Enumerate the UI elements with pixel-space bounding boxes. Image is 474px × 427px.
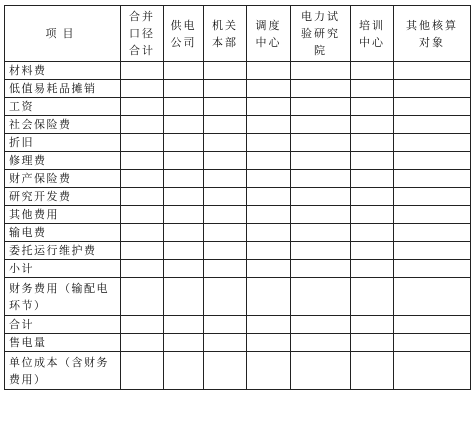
value-cell-other[interactable] — [394, 206, 471, 224]
value-cell-training[interactable] — [351, 134, 394, 152]
row-label: 委托运行维护费 — [5, 242, 121, 260]
column-header-combined — [121, 6, 164, 62]
value-cell-combined[interactable] — [121, 278, 164, 316]
cost-table-container — [4, 5, 471, 390]
value-cell-power-supply[interactable] — [164, 206, 204, 224]
column-header-label — [256, 17, 282, 51]
value-cell-research[interactable] — [291, 80, 351, 98]
value-cell-dispatch[interactable] — [247, 170, 291, 188]
column-header-label — [406, 17, 458, 51]
value-cell-research[interactable] — [291, 98, 351, 116]
value-cell-power-supply[interactable] — [164, 352, 204, 390]
value-cell-training[interactable] — [351, 188, 394, 206]
column-header-power-supply — [164, 6, 204, 62]
value-cell-other[interactable] — [394, 188, 471, 206]
value-cell-combined[interactable] — [121, 316, 164, 334]
table-row — [5, 206, 471, 224]
column-header-line: 对象 — [419, 35, 445, 49]
column-header-line: 项目 — [45, 27, 80, 40]
value-cell-head-office[interactable] — [204, 62, 247, 80]
value-cell-dispatch[interactable] — [247, 224, 291, 242]
value-cell-power-supply[interactable] — [164, 224, 204, 242]
table-body — [5, 62, 471, 390]
value-cell-dispatch[interactable] — [247, 334, 291, 352]
table-header-row — [5, 6, 471, 62]
value-cell-training[interactable] — [351, 260, 394, 278]
value-cell-dispatch[interactable] — [247, 116, 291, 134]
value-cell-power-supply[interactable] — [164, 134, 204, 152]
value-cell-power-supply[interactable] — [164, 316, 204, 334]
value-cell-dispatch[interactable] — [247, 80, 291, 98]
column-header-label — [301, 8, 340, 59]
value-cell-training[interactable] — [351, 316, 394, 334]
value-cell-power-supply[interactable] — [164, 278, 204, 316]
value-cell-other[interactable] — [394, 170, 471, 188]
value-cell-training[interactable] — [351, 352, 394, 390]
table-row — [5, 188, 471, 206]
value-cell-dispatch[interactable] — [247, 134, 291, 152]
value-cell-training[interactable] — [351, 98, 394, 116]
value-cell-research[interactable] — [291, 206, 351, 224]
value-cell-combined[interactable] — [121, 352, 164, 390]
value-cell-training[interactable] — [351, 62, 394, 80]
table-row — [5, 116, 471, 134]
value-cell-head-office[interactable] — [204, 80, 247, 98]
value-cell-dispatch[interactable] — [247, 188, 291, 206]
value-cell-training[interactable] — [351, 206, 394, 224]
value-cell-other[interactable] — [394, 352, 471, 390]
row-label: 财产保险费 — [5, 170, 121, 188]
row-label: 财务费用（输配电环节） — [5, 278, 121, 316]
column-header-line: 机关 — [212, 18, 238, 32]
value-cell-dispatch[interactable] — [247, 152, 291, 170]
table-row — [5, 242, 471, 260]
value-cell-combined[interactable] — [121, 242, 164, 260]
value-cell-research[interactable] — [291, 152, 351, 170]
value-cell-combined[interactable] — [121, 170, 164, 188]
column-header-dispatch — [247, 6, 291, 62]
column-header-line: 中心 — [359, 35, 385, 49]
column-header-label — [359, 17, 385, 51]
column-header-line: 合计 — [129, 44, 155, 57]
row-label: 单位成本（含财务费用） — [5, 352, 121, 390]
table-row — [5, 352, 471, 390]
row-label: 输电费 — [5, 224, 121, 242]
table-row — [5, 98, 471, 116]
table-row — [5, 134, 471, 152]
table-row — [5, 260, 471, 278]
value-cell-dispatch[interactable] — [247, 352, 291, 390]
value-cell-research[interactable] — [291, 224, 351, 242]
value-cell-training[interactable] — [351, 152, 394, 170]
value-cell-other[interactable] — [394, 98, 471, 116]
value-cell-dispatch[interactable] — [247, 98, 291, 116]
value-cell-research[interactable] — [291, 62, 351, 80]
value-cell-combined[interactable] — [121, 80, 164, 98]
value-cell-other[interactable] — [394, 224, 471, 242]
value-cell-training[interactable] — [351, 80, 394, 98]
value-cell-other[interactable] — [394, 134, 471, 152]
value-cell-combined[interactable] — [121, 62, 164, 80]
row-label: 合计 — [5, 316, 121, 334]
value-cell-head-office[interactable] — [204, 206, 247, 224]
value-cell-head-office[interactable] — [204, 224, 247, 242]
value-cell-research[interactable] — [291, 260, 351, 278]
value-cell-combined[interactable] — [121, 98, 164, 116]
value-cell-dispatch[interactable] — [247, 62, 291, 80]
value-cell-training[interactable] — [351, 116, 394, 134]
column-header-label — [46, 25, 80, 42]
column-header-item — [5, 6, 121, 62]
value-cell-head-office[interactable] — [204, 316, 247, 334]
value-cell-other[interactable] — [394, 334, 471, 352]
value-cell-head-office[interactable] — [204, 242, 247, 260]
value-cell-dispatch[interactable] — [247, 278, 291, 316]
value-cell-other[interactable] — [394, 316, 471, 334]
row-label: 售电量 — [5, 334, 121, 352]
value-cell-other[interactable] — [394, 80, 471, 98]
value-cell-other[interactable] — [394, 260, 471, 278]
value-cell-head-office[interactable] — [204, 98, 247, 116]
row-label: 其他费用 — [5, 206, 121, 224]
value-cell-combined[interactable] — [121, 188, 164, 206]
column-header-line: 中心 — [255, 35, 282, 49]
row-label: 折旧 — [5, 134, 121, 152]
value-cell-dispatch[interactable] — [247, 242, 291, 260]
value-cell-head-office[interactable] — [204, 152, 247, 170]
value-cell-research[interactable] — [291, 134, 351, 152]
value-cell-dispatch[interactable] — [247, 316, 291, 334]
value-cell-head-office[interactable] — [204, 170, 247, 188]
column-header-line: 本部 — [212, 35, 238, 49]
table-row — [5, 278, 471, 316]
column-header-line: 验研究 — [301, 27, 340, 40]
value-cell-training[interactable] — [351, 170, 394, 188]
value-cell-other[interactable] — [394, 278, 471, 316]
value-cell-power-supply[interactable] — [164, 242, 204, 260]
value-cell-research[interactable] — [291, 188, 351, 206]
value-cell-head-office[interactable] — [204, 116, 247, 134]
value-cell-power-supply[interactable] — [164, 334, 204, 352]
column-header-label — [171, 17, 197, 51]
table-row — [5, 316, 471, 334]
value-cell-combined[interactable] — [121, 152, 164, 170]
value-cell-research[interactable] — [291, 170, 351, 188]
value-cell-research[interactable] — [291, 116, 351, 134]
value-cell-other[interactable] — [394, 152, 471, 170]
value-cell-head-office[interactable] — [204, 278, 247, 316]
value-cell-combined[interactable] — [121, 224, 164, 242]
value-cell-research[interactable] — [291, 242, 351, 260]
value-cell-training[interactable] — [351, 242, 394, 260]
value-cell-power-supply[interactable] — [164, 80, 204, 98]
table-row — [5, 334, 471, 352]
value-cell-power-supply[interactable] — [164, 152, 204, 170]
column-header-line: 公司 — [170, 35, 197, 49]
value-cell-combined[interactable] — [121, 116, 164, 134]
column-header-head-office — [204, 6, 247, 62]
row-label: 材料费 — [5, 62, 121, 80]
value-cell-combined[interactable] — [121, 134, 164, 152]
value-cell-head-office[interactable] — [204, 188, 247, 206]
value-cell-combined[interactable] — [121, 206, 164, 224]
column-header-line: 供电 — [170, 18, 197, 32]
column-header-label — [212, 17, 238, 51]
value-cell-other[interactable] — [394, 62, 471, 80]
value-cell-power-supply[interactable] — [164, 116, 204, 134]
column-header-line: 电力试 — [301, 10, 340, 23]
value-cell-dispatch[interactable] — [247, 260, 291, 278]
row-label: 小计 — [5, 260, 121, 278]
column-header-line: 院 — [314, 44, 327, 57]
row-label: 修理费 — [5, 152, 121, 170]
column-header-training — [351, 6, 394, 62]
table-row — [5, 224, 471, 242]
table-row — [5, 152, 471, 170]
value-cell-head-office[interactable] — [204, 260, 247, 278]
value-cell-power-supply[interactable] — [164, 62, 204, 80]
value-cell-power-supply[interactable] — [164, 98, 204, 116]
column-header-label — [129, 8, 155, 59]
column-header-line: 合并 — [129, 10, 155, 23]
value-cell-power-supply[interactable] — [164, 188, 204, 206]
table-row — [5, 170, 471, 188]
value-cell-training[interactable] — [351, 278, 394, 316]
row-label: 社会保险费 — [5, 116, 121, 134]
row-label: 工资 — [5, 98, 121, 116]
column-header-line: 其他核算 — [406, 18, 458, 32]
row-label: 研究开发费 — [5, 188, 121, 206]
table-row — [5, 80, 471, 98]
column-header-line: 调度 — [255, 18, 282, 32]
value-cell-head-office[interactable] — [204, 134, 247, 152]
cost-table — [4, 5, 471, 390]
value-cell-other[interactable] — [394, 116, 471, 134]
value-cell-power-supply[interactable] — [164, 260, 204, 278]
value-cell-combined[interactable] — [121, 334, 164, 352]
column-header-other — [394, 6, 471, 62]
value-cell-dispatch[interactable] — [247, 206, 291, 224]
value-cell-training[interactable] — [351, 334, 394, 352]
value-cell-power-supply[interactable] — [164, 170, 204, 188]
column-header-line: 口径 — [129, 27, 155, 40]
value-cell-other[interactable] — [394, 242, 471, 260]
value-cell-head-office[interactable] — [204, 334, 247, 352]
table-row — [5, 62, 471, 80]
column-header-line: 培训 — [359, 18, 385, 32]
column-header-research — [291, 6, 351, 62]
value-cell-training[interactable] — [351, 224, 394, 242]
value-cell-combined[interactable] — [121, 260, 164, 278]
value-cell-research[interactable] — [291, 352, 351, 390]
value-cell-research[interactable] — [291, 316, 351, 334]
value-cell-research[interactable] — [291, 334, 351, 352]
value-cell-research[interactable] — [291, 278, 351, 316]
row-label: 低值易耗品摊销 — [5, 80, 121, 98]
value-cell-head-office[interactable] — [204, 352, 247, 390]
